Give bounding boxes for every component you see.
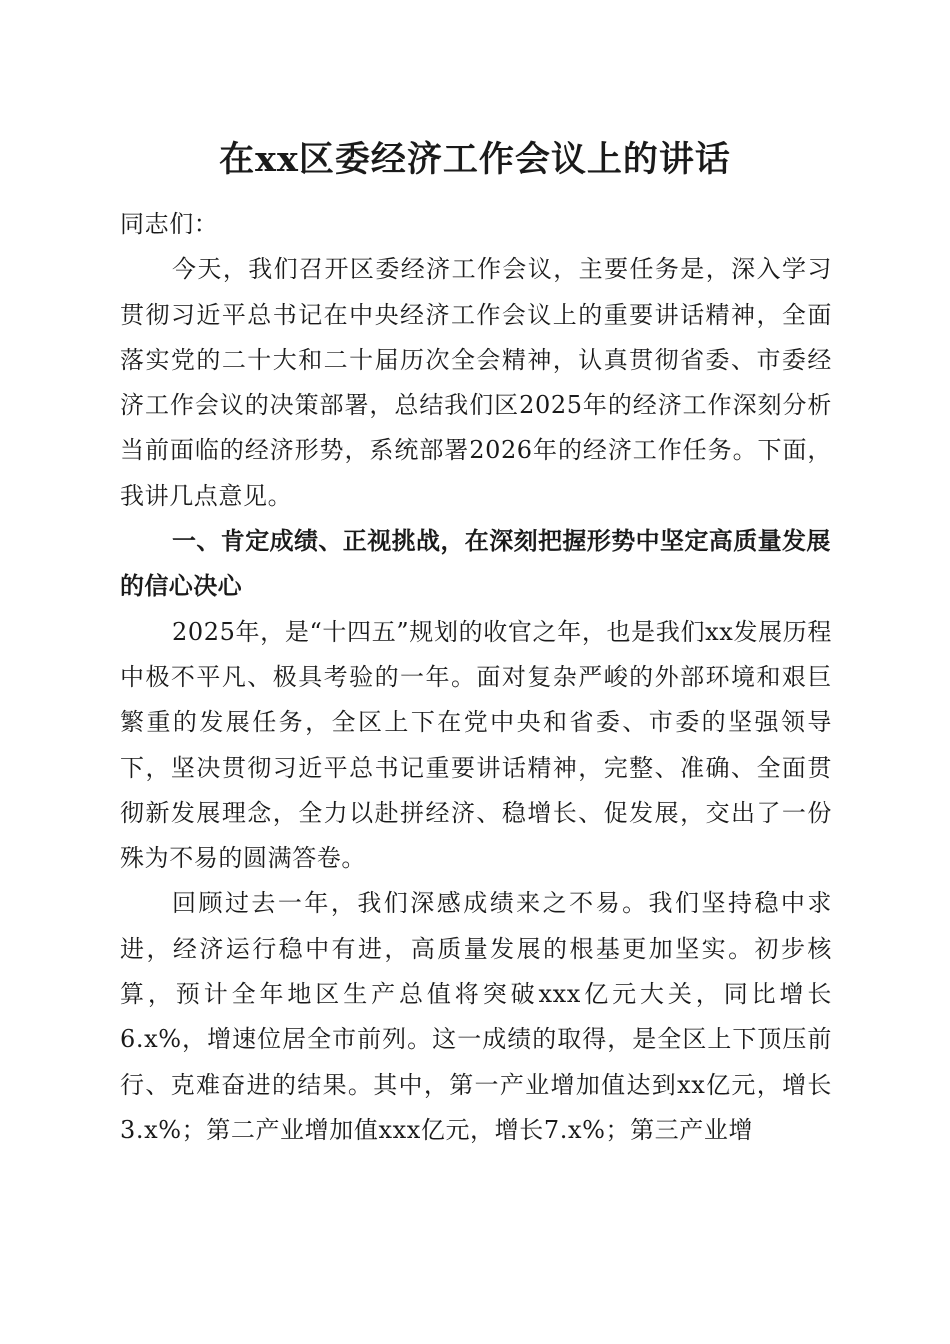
section-paragraph-2: 回顾过去一年，我们深感成绩来之不易。我们坚持稳中求进，经济运行稳中有进，高质量发展的根基更加坚实。初步核算，预计全年地区生产总值将突破xxx亿元大关，同比增长6.x%，增速位居全市前列。这一成绩的取得，是全区上下顶压前行、克难奋进的结果。其中，第一产业增加值达到xx亿元，增长3.x%；第二产业增加值xxx亿元，增长7.x%；第三产业增 xyxy=(120,889,832,1144)
salutation: 同志们： xyxy=(120,210,219,238)
section-heading: 一、肯定成绩、正视挑战，在深刻把握形势中坚定高质量发展的信心决心 xyxy=(120,527,831,601)
document-title: 在xx区委经济工作会议上的讲话 xyxy=(219,139,731,180)
intro-paragraph: 今天，我们召开区委经济工作会议，主要任务是，深入学习贯彻习近平总书记在中央经济工作会议上的重要讲话精神，全面落实党的二十大和二十届历次全会精神，认真贯彻省委、市委经济工作会议的决策部署，总结我们区2025年的经济工作深刻分析当前面临的经济形势，系统部署2026年的经济工作任务。下面，我讲几点意见。 xyxy=(120,255,832,510)
section-paragraph-1: 2025年，是“十四五”规划的收官之年，也是我们xx发展历程中极不平凡、极具考验的一年。面对复杂严峻的外部环境和艰巨繁重的发展任务，全区上下在党中央和省委、市委的坚强领导下，坚决贯彻习近平总书记重要讲话精神，完整、准确、全面贯彻新发展理念，全力以赴拼经济、稳增长、促发展，交出了一份殊为不易的圆满答卷。 xyxy=(120,617,832,873)
document-body xyxy=(120,202,832,1153)
